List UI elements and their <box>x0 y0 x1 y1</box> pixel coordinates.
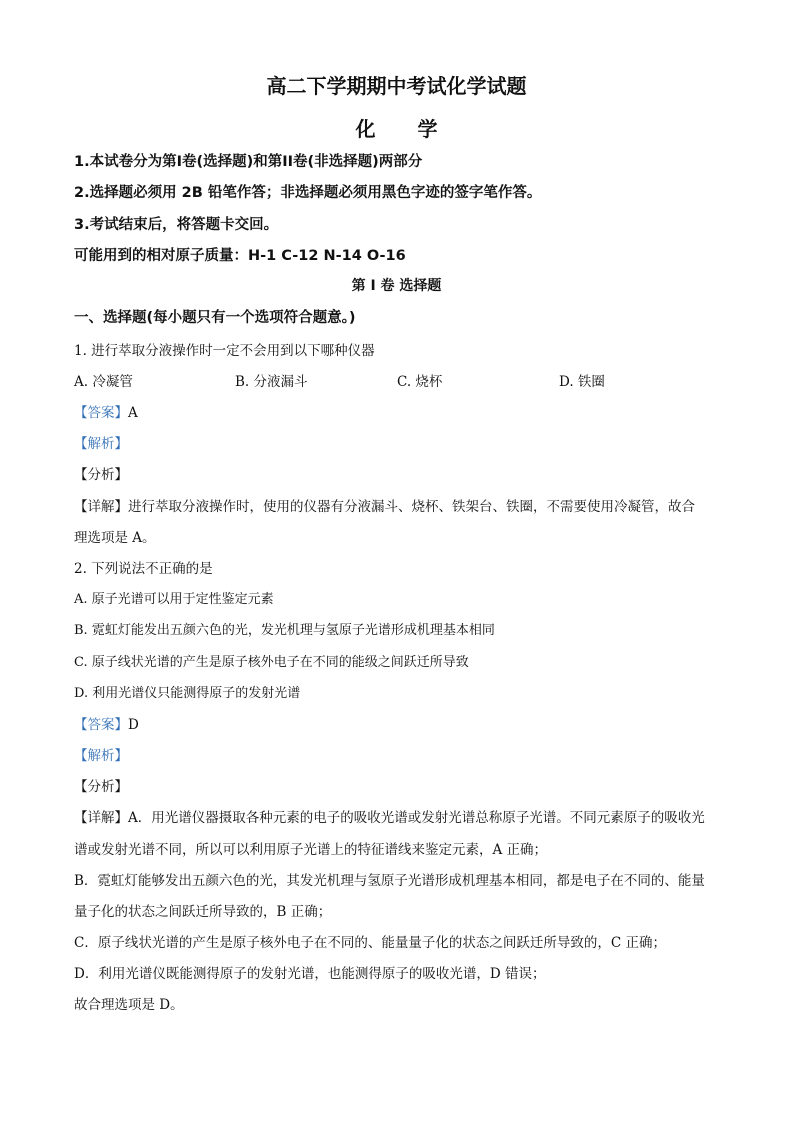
q2-option-d: D. 利用光谱仪只能测得原子的发射光谱 <box>74 686 301 701</box>
q2-detail-line-4: 量子化的状态之间跃迁所导致的，B 正确； <box>74 904 332 920</box>
q2-option-a: A. 原子光谱可以用于定性鉴定元素 <box>74 592 274 607</box>
q2-option-c: C. 原子线状光谱的产生是原子核外电子在不同的能级之间跃迁所导致 <box>74 655 469 670</box>
q2-detail-line-7: 故合理选项是 D。 <box>74 997 184 1013</box>
q1-detail-line-2: 理选项是 A。 <box>74 530 156 546</box>
instruction-3: 3.考试结束后，将答题卡交回。 <box>74 217 279 233</box>
answer-value: A <box>128 405 138 421</box>
atomic-mass-note: 可能用到的相对原子质量：H-1 C-12 N-14 O-16 <box>74 248 406 264</box>
q2-option-b: B. 霓虹灯能发出五颜六色的光，发光机理与氢原子光谱形成机理基本相同 <box>74 623 495 638</box>
q1-fenxi-label: 【分析】 <box>74 467 128 483</box>
q2-detail-line-2: 谱或发射光谱不同，所以可以利用原子光谱上的特征谱线来鉴定元素，A 正确； <box>74 842 548 858</box>
q1-detail-line-1: 【详解】进行萃取分液操作时，使用的仪器有分液漏斗、烧杯、铁架台、铁圈，不需要使用冷凝管，故合 <box>74 499 695 515</box>
q2-detail-line-1: 【详解】A．用光谱仪器摄取各种元素的电子的吸收光谱或发射光谱总称原子光谱。不同元素原子的吸收光 <box>74 810 705 826</box>
instruction-1: 1.本试卷分为第I卷(选择题)和第II卷(非选择题)两部分 <box>74 154 423 170</box>
q2-stem: 2. 下列说法不正确的是 <box>74 561 213 577</box>
q2-fenxi-label: 【分析】 <box>74 779 128 795</box>
section-title: 第 I 卷 选择题 <box>351 278 442 294</box>
q1-stem: 1. 进行萃取分液操作时一定不会用到以下哪种仪器 <box>74 343 375 359</box>
subject-heading <box>0 113 793 142</box>
q2-detail-line-6: D．利用光谱仪既能测得原子的发射光谱，也能测得原子的吸收光谱，D 错误； <box>74 966 546 982</box>
answer-label: 【答案】 <box>74 405 128 421</box>
page-title: 高二下学期期中考试化学试题 <box>266 74 527 98</box>
instruction-2: 2.选择题必须用 2B 铅笔作答；非选择题必须用黑色字迹的签字笔作答。 <box>74 185 542 201</box>
part-title: 一、选择题(每小题只有一个选项符合题意。) <box>74 310 356 326</box>
q1-option-b: B. 分液漏斗 <box>235 374 308 390</box>
q2-analysis-label: 【解析】 <box>74 748 128 764</box>
q1-option-a: A. 冷凝管 <box>74 374 133 390</box>
q1-answer <box>74 401 138 421</box>
q2-answer <box>74 713 139 733</box>
answer-label: 【答案】 <box>74 717 128 733</box>
q1-analysis-label: 【解析】 <box>74 436 128 452</box>
q2-detail-line-3: B．霓虹灯能够发出五颜六色的光，其发光机理与氢原子光谱形成机理基本相同，都是电子在不同的、能量 <box>74 873 705 889</box>
subject-char-2: 学 <box>417 117 438 141</box>
subject-char-1: 化 <box>355 117 376 141</box>
answer-value: D <box>128 717 139 733</box>
q2-detail-line-5: C．原子线状光谱的产生是原子核外电子在不同的、能量量子化的状态之间跃迁所导致的，C 正确； <box>74 935 666 951</box>
q1-option-d: D. 铁圈 <box>559 374 605 390</box>
q1-option-c: C. 烧杯 <box>397 374 443 390</box>
